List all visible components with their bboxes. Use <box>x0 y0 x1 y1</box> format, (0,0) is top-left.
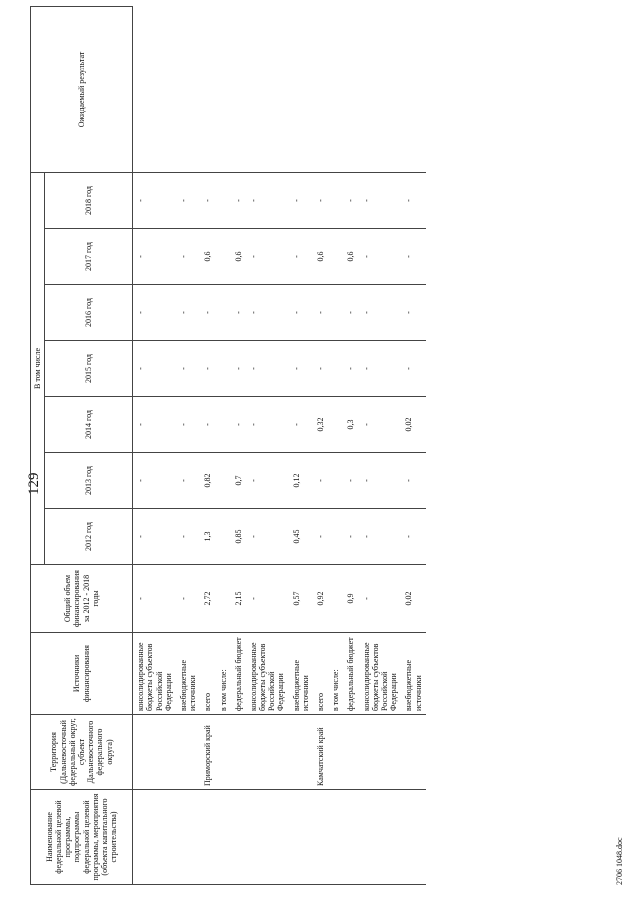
cell-territory <box>231 715 246 790</box>
cell-year-value: - <box>343 172 358 228</box>
header-year: 2017 год <box>45 229 133 285</box>
header-sources: Источники финансирования <box>31 633 133 715</box>
cell-year-value <box>328 285 343 341</box>
cell-name <box>200 790 215 885</box>
cell-year-value: - <box>133 453 176 509</box>
cell-name <box>343 790 358 885</box>
cell-year-value: - <box>200 285 215 341</box>
cell-source: консолидированные бюджеты субъектов Российской Федерации <box>246 633 289 715</box>
cell-year-value: 0,45 <box>289 509 313 565</box>
cell-year-value: - <box>401 453 425 509</box>
cell-year-value <box>328 509 343 565</box>
cell-total: - <box>359 565 402 633</box>
header-including: В том числе <box>31 172 45 564</box>
cell-total: 0,57 <box>289 565 313 633</box>
cell-year-value: 0,32 <box>313 397 328 453</box>
page-number: 129 <box>26 472 42 495</box>
cell-territory <box>133 715 176 790</box>
cell-year-value: - <box>133 397 176 453</box>
cell-source: федеральный бюджет <box>231 633 246 715</box>
cell-source: всего <box>200 633 215 715</box>
footer-document-id: 2706 1048.doc <box>615 837 624 885</box>
cell-year-value: - <box>313 172 328 228</box>
table-row <box>289 6 313 884</box>
cell-year-value: - <box>359 341 402 397</box>
cell-total: 0,9 <box>343 565 358 633</box>
cell-year-value: 1,3 <box>200 509 215 565</box>
cell-name <box>328 790 343 885</box>
cell-total: 0,02 <box>401 565 425 633</box>
cell-year-value: - <box>359 229 402 285</box>
table-row <box>313 6 328 884</box>
cell-year-value: - <box>313 341 328 397</box>
cell-territory <box>328 715 343 790</box>
cell-year-value <box>216 229 231 285</box>
cell-result <box>133 6 176 172</box>
cell-source: внебюджетные источники <box>289 633 313 715</box>
cell-year-value <box>328 341 343 397</box>
cell-result <box>246 6 289 172</box>
cell-year-value: - <box>289 285 313 341</box>
cell-year-value: - <box>176 341 200 397</box>
cell-year-value: - <box>401 172 425 228</box>
header-territory: Территория (Дальневосточный федеральный округ, субъект Дальневосточного федерального округа) <box>31 715 133 790</box>
cell-year-value <box>216 285 231 341</box>
table-row <box>343 6 358 884</box>
cell-year-value: - <box>401 285 425 341</box>
cell-territory: Приморский край <box>200 715 215 790</box>
header-year: 2014 год <box>45 397 133 453</box>
cell-source: консолидированные бюджеты субъектов Российской Федерации <box>133 633 176 715</box>
cell-year-value: - <box>289 229 313 285</box>
cell-source: в том числе: <box>328 633 343 715</box>
cell-year-value: - <box>289 397 313 453</box>
cell-year-value: - <box>246 172 289 228</box>
cell-year-value: - <box>200 397 215 453</box>
cell-year-value: - <box>246 453 289 509</box>
cell-result <box>231 6 246 172</box>
cell-result <box>359 6 402 172</box>
cell-year-value: - <box>246 509 289 565</box>
cell-source: всего <box>313 633 328 715</box>
cell-year-value <box>216 509 231 565</box>
cell-year-value: - <box>176 172 200 228</box>
cell-year-value <box>328 229 343 285</box>
cell-year-value <box>216 453 231 509</box>
cell-territory <box>246 715 289 790</box>
header-name: Наименование федеральной целевой программы, подпрограммы федеральной целевой программы, мероприятия (объекта капитального строительства) <box>31 790 133 885</box>
cell-total: - <box>133 565 176 633</box>
cell-year-value: - <box>246 397 289 453</box>
cell-year-value: 0,7 <box>231 453 246 509</box>
cell-year-value: - <box>359 172 402 228</box>
cell-year-value: - <box>176 453 200 509</box>
cell-result <box>216 6 231 172</box>
cell-name <box>133 790 176 885</box>
cell-result <box>328 6 343 172</box>
cell-year-value: 0,85 <box>231 509 246 565</box>
cell-year-value: - <box>313 509 328 565</box>
cell-year-value <box>328 397 343 453</box>
cell-name <box>176 790 200 885</box>
cell-total: 0,92 <box>313 565 328 633</box>
cell-total: - <box>246 565 289 633</box>
cell-year-value <box>216 172 231 228</box>
cell-year-value: - <box>246 229 289 285</box>
cell-total <box>216 565 231 633</box>
cell-year-value: 0,02 <box>401 397 425 453</box>
cell-result <box>200 6 215 172</box>
cell-year-value: - <box>133 341 176 397</box>
cell-source: в том числе: <box>216 633 231 715</box>
cell-year-value: - <box>313 285 328 341</box>
table-row <box>216 6 231 884</box>
cell-year-value: - <box>176 285 200 341</box>
cell-year-value: - <box>313 453 328 509</box>
cell-source: внебюджетные источники <box>401 633 425 715</box>
header-year: 2013 год <box>45 453 133 509</box>
cell-total: 2,15 <box>231 565 246 633</box>
cell-year-value: - <box>231 172 246 228</box>
table-row <box>401 6 425 884</box>
cell-name <box>216 790 231 885</box>
cell-year-value: - <box>246 285 289 341</box>
cell-year-value: - <box>133 172 176 228</box>
cell-year-value: - <box>133 509 176 565</box>
header-year: 2012 год <box>45 509 133 565</box>
cell-total <box>328 565 343 633</box>
cell-year-value: - <box>359 397 402 453</box>
header-year: 2018 год <box>45 172 133 228</box>
header-year: 2015 год <box>45 341 133 397</box>
cell-territory <box>343 715 358 790</box>
cell-year-value <box>216 341 231 397</box>
cell-territory <box>216 715 231 790</box>
cell-name <box>313 790 328 885</box>
cell-year-value: - <box>133 229 176 285</box>
cell-year-value: - <box>231 285 246 341</box>
cell-year-value: 0,12 <box>289 453 313 509</box>
cell-source: консолидированные бюджеты субъектов Российской Федерации <box>359 633 402 715</box>
cell-territory <box>289 715 313 790</box>
table-row <box>359 6 402 884</box>
cell-year-value: - <box>359 509 402 565</box>
cell-year-value: - <box>176 397 200 453</box>
cell-year-value: - <box>176 509 200 565</box>
cell-year-value: - <box>231 341 246 397</box>
cell-year-value: - <box>343 285 358 341</box>
cell-year-value <box>328 453 343 509</box>
cell-year-value: 0,6 <box>313 229 328 285</box>
cell-result <box>176 6 200 172</box>
table-row <box>246 6 289 884</box>
cell-year-value: - <box>343 341 358 397</box>
cell-year-value: - <box>289 172 313 228</box>
cell-name <box>401 790 425 885</box>
cell-year-value: - <box>176 229 200 285</box>
cell-year-value: - <box>343 453 358 509</box>
header-result: Ожидаемый результат <box>31 6 133 172</box>
cell-year-value: - <box>133 285 176 341</box>
table-body <box>133 6 426 884</box>
cell-year-value: - <box>200 341 215 397</box>
cell-total: - <box>176 565 200 633</box>
table-row <box>200 6 215 884</box>
cell-year-value: 0,6 <box>200 229 215 285</box>
cell-name <box>246 790 289 885</box>
cell-year-value: - <box>343 509 358 565</box>
cell-territory <box>359 715 402 790</box>
cell-territory <box>401 715 425 790</box>
cell-result <box>289 6 313 172</box>
header-year: 2016 год <box>45 285 133 341</box>
cell-name <box>289 790 313 885</box>
cell-year-value: - <box>401 341 425 397</box>
cell-year-value: 0,82 <box>200 453 215 509</box>
cell-result <box>343 6 358 172</box>
cell-year-value: - <box>231 397 246 453</box>
cell-result <box>401 6 425 172</box>
cell-year-value: 0,3 <box>343 397 358 453</box>
cell-year-value: 0,6 <box>231 229 246 285</box>
cell-year-value: - <box>200 172 215 228</box>
cell-year-value: - <box>401 509 425 565</box>
cell-name <box>359 790 402 885</box>
table-row <box>176 6 200 884</box>
cell-year-value: - <box>359 285 402 341</box>
cell-year-value <box>216 397 231 453</box>
cell-year-value: - <box>401 229 425 285</box>
cell-year-value: - <box>359 453 402 509</box>
table-header <box>31 6 133 884</box>
table-row <box>133 6 176 884</box>
funding-table <box>30 6 426 885</box>
cell-territory: Камчатский край <box>313 715 328 790</box>
cell-year-value: - <box>289 341 313 397</box>
cell-year-value <box>328 172 343 228</box>
cell-total: 2,72 <box>200 565 215 633</box>
cell-territory <box>176 715 200 790</box>
cell-source: внебюджетные источники <box>176 633 200 715</box>
cell-year-value: 0,6 <box>343 229 358 285</box>
cell-source: федеральный бюджет <box>343 633 358 715</box>
header-total: Общий объем финансирования за 2012 - 2018 годы <box>31 565 133 633</box>
cell-year-value: - <box>246 341 289 397</box>
table-row <box>231 6 246 884</box>
cell-name <box>231 790 246 885</box>
cell-result <box>313 6 328 172</box>
table-row <box>328 6 343 884</box>
